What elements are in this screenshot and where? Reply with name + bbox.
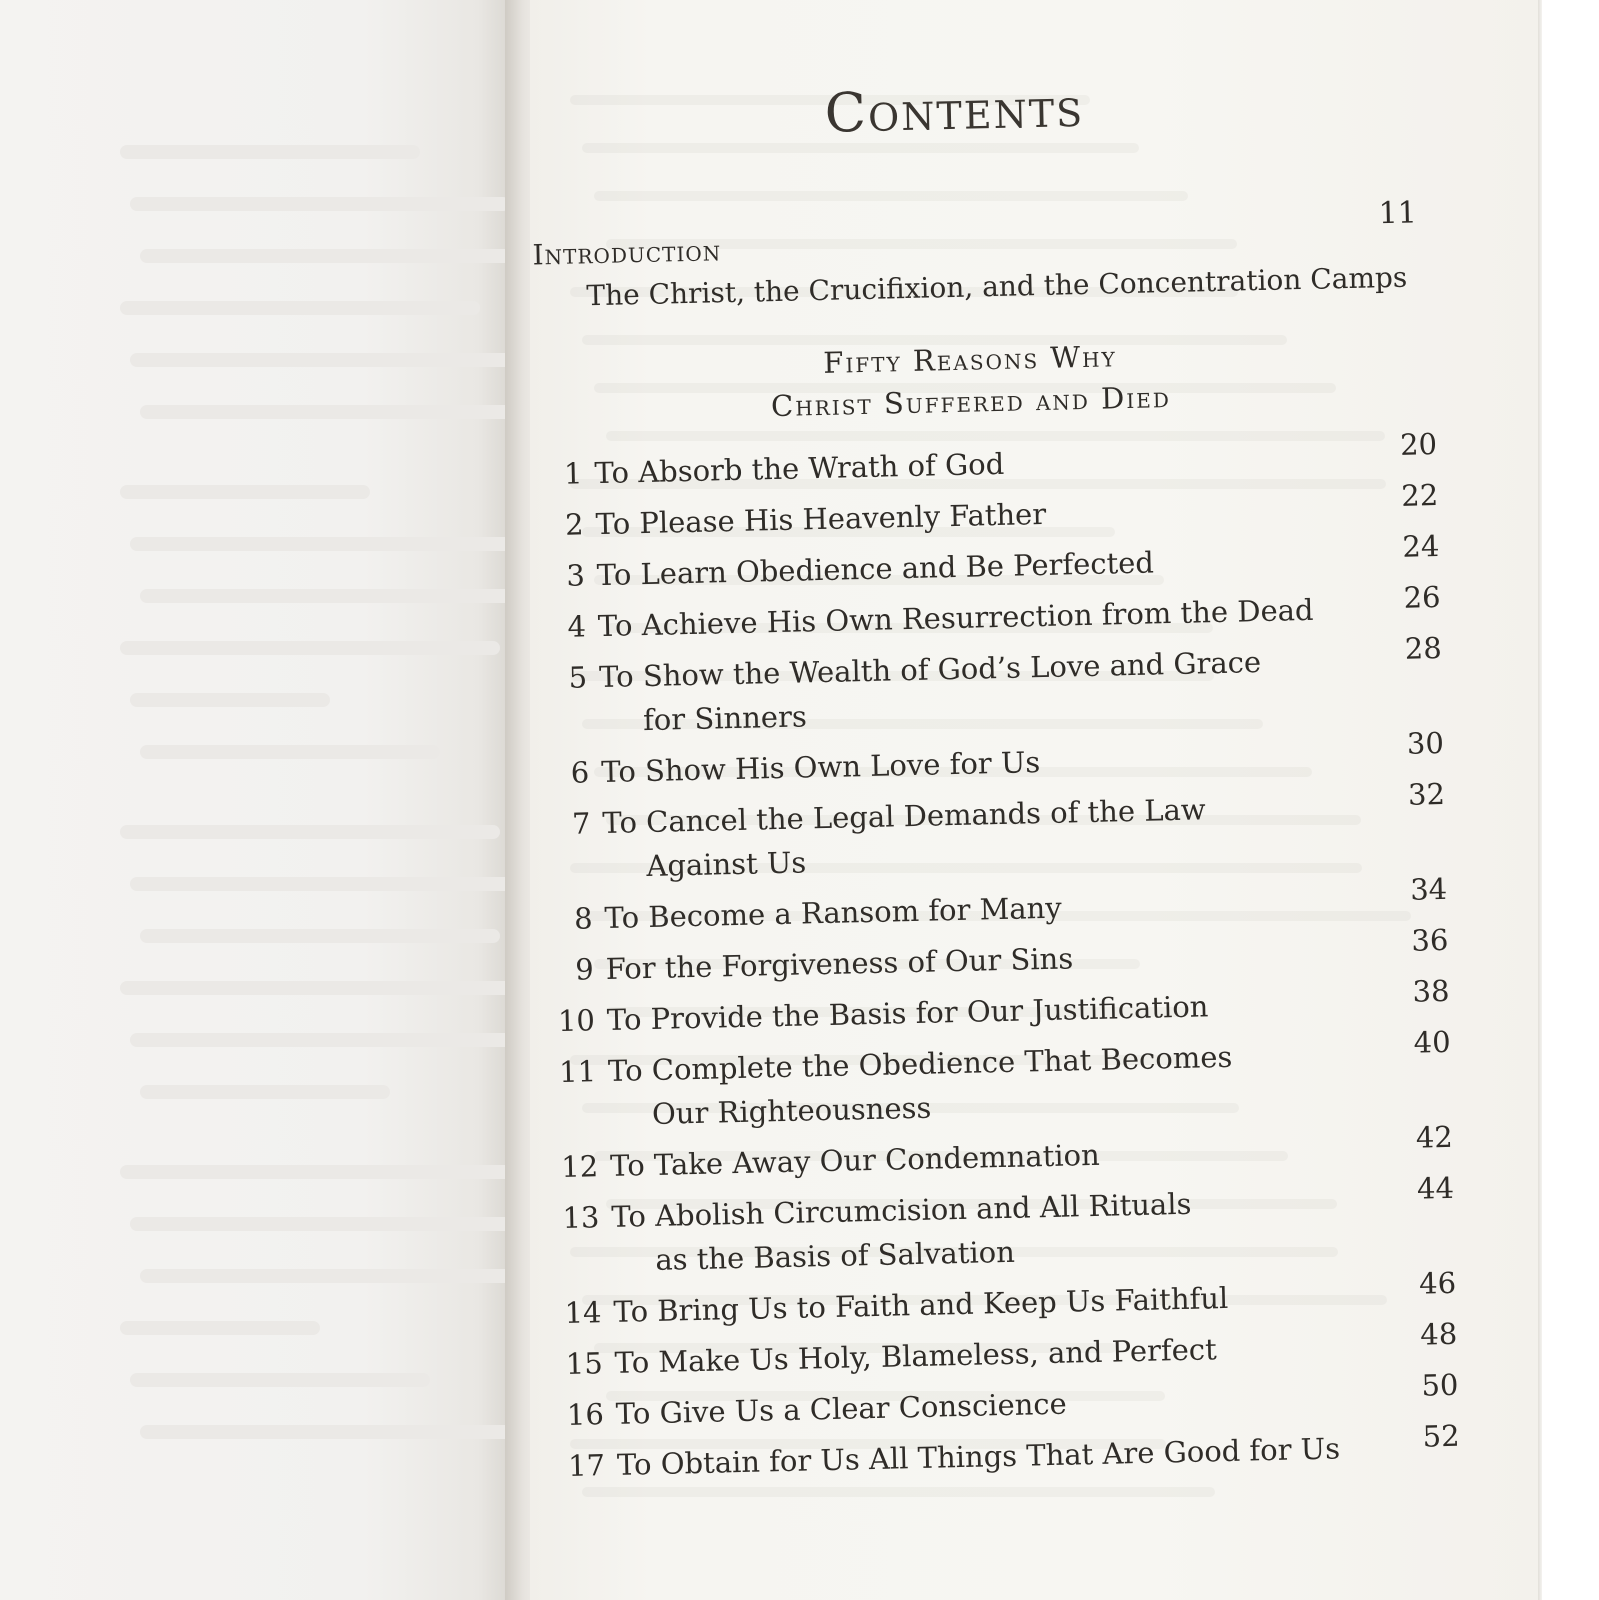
- entry-number: 5: [568, 660, 588, 695]
- entry-page-number: 46: [1418, 1265, 1457, 1301]
- entry-title-continuation: for Sinners: [642, 699, 808, 738]
- entry-title: To Abolish Circumcision and All Rituals: [610, 1186, 1192, 1234]
- entry-number: 3: [565, 558, 586, 593]
- entry-number: 14: [564, 1295, 602, 1331]
- entry-title: To Provide the Basis for Our Justification: [606, 989, 1209, 1037]
- entry-number: 11: [558, 1054, 597, 1090]
- entry-title: To Please His Heavenly Father: [595, 496, 1047, 542]
- entry-number: 7: [571, 806, 591, 841]
- entry-page-number: 20: [1399, 426, 1438, 462]
- introduction-label: Introduction: [532, 234, 722, 272]
- entry-title: To Cancel the Legal Demands of the Law: [602, 792, 1206, 841]
- entry-page-number: 42: [1415, 1119, 1454, 1155]
- entry-title: For the Forgiveness of Our Sins: [605, 941, 1074, 986]
- entry-number: 10: [557, 1003, 596, 1039]
- entry-page-number: 48: [1419, 1316, 1458, 1352]
- entry-title: To Show the Wealth of God’s Love and Grace: [598, 645, 1262, 695]
- entry-title: To Bring Us to Faith and Keep Us Faithful: [613, 1280, 1229, 1329]
- entry-page-number: 28: [1404, 630, 1443, 666]
- contents-entry: [551, 1024, 1453, 1138]
- introduction-subtitle: The Christ, the Crucifixion, and the Concentration Camps: [586, 260, 1408, 313]
- contents-entry: [542, 630, 1444, 744]
- entry-title: To Take Away Our Condemnation: [609, 1137, 1101, 1183]
- entry-page-number: 34: [1409, 871, 1448, 907]
- entry-title-continuation: Against Us: [646, 845, 807, 884]
- entry-number: 12: [560, 1149, 599, 1185]
- contents-title: Contents: [823, 75, 1085, 145]
- section-heading-line-2: Christ Suffered and Died: [770, 380, 1172, 424]
- entry-title: To Become a Ransom for Many: [604, 890, 1063, 935]
- contents-entry: [545, 776, 1447, 890]
- entry-page-number: 38: [1412, 973, 1450, 1009]
- entry-page-number: 32: [1407, 776, 1446, 812]
- section-heading: [710, 333, 1232, 429]
- entry-title: To Achieve His Own Resurrection from the Dead: [597, 592, 1314, 644]
- entry-title: To Obtain for Us All Things That Are Good for Us: [616, 1431, 1341, 1482]
- entry-page-number: 26: [1403, 579, 1441, 615]
- entry-title: To Give Us a Clear Conscience: [615, 1386, 1068, 1431]
- entry-number: 6: [570, 755, 590, 790]
- entry-number: 2: [564, 507, 585, 542]
- entry-title: To Complete the Obedience That Becomes: [607, 1039, 1233, 1088]
- entry-page-number: 40: [1413, 1024, 1451, 1060]
- entry-title: To Show His Own Love for Us: [600, 745, 1041, 790]
- entry-number: 15: [565, 1346, 604, 1381]
- entry-number: 13: [562, 1200, 600, 1236]
- entry-title: To Make Us Holy, Blameless, and Perfect: [614, 1332, 1218, 1380]
- entry-page-number: 44: [1416, 1170, 1455, 1206]
- entry-page-number: 30: [1406, 725, 1445, 761]
- section-heading-line-1: Fifty Reasons Why: [822, 339, 1118, 380]
- entry-page-number: 36: [1411, 922, 1449, 958]
- entry-title-continuation: Our Righteousness: [651, 1090, 932, 1131]
- entry-number: 4: [567, 609, 587, 644]
- entry-title: To Learn Obedience and Be Perfected: [596, 545, 1155, 593]
- entry-page-number: 22: [1400, 477, 1439, 513]
- entry-page-number: 24: [1402, 528, 1440, 564]
- entry-number: 8: [573, 901, 593, 936]
- entry-number: 1: [563, 456, 583, 491]
- entry-number: 9: [574, 952, 595, 987]
- contents-entry: [554, 1170, 1456, 1284]
- entry-page-number: 50: [1421, 1367, 1459, 1403]
- entry-title-continuation: as the Basis of Salvation: [654, 1234, 1016, 1277]
- entry-title: To Absorb the Wrath of God: [594, 446, 1005, 491]
- entry-number: 17: [567, 1448, 606, 1483]
- entry-page-number: 52: [1422, 1418, 1460, 1454]
- introduction-page-number: 11: [1378, 195, 1418, 232]
- entry-number: 16: [566, 1397, 605, 1432]
